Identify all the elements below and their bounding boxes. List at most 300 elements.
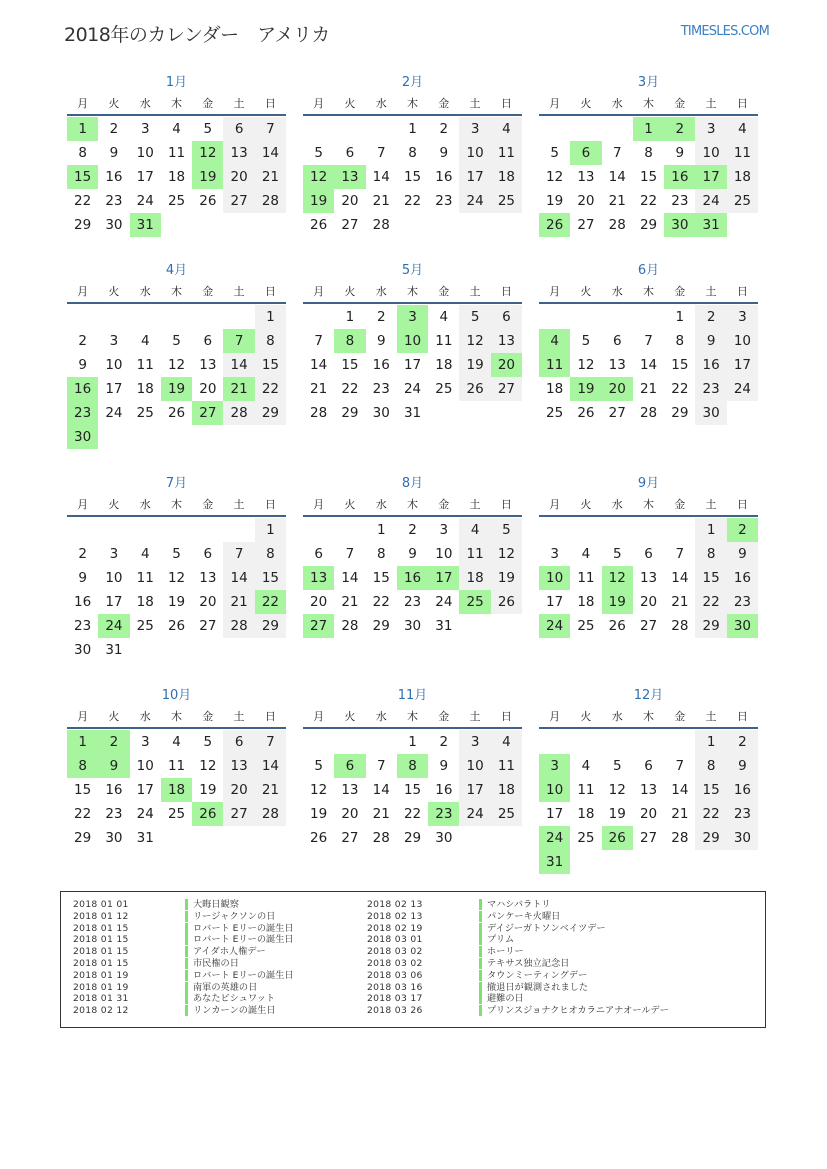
day-cell: 26 bbox=[491, 590, 522, 614]
day-cell: 12 bbox=[310, 782, 328, 798]
day-cell: 13 bbox=[223, 754, 254, 778]
legend-marker bbox=[479, 993, 482, 1004]
legend-date: 2018 01 12 bbox=[73, 910, 129, 922]
day-cell: 23 bbox=[671, 193, 689, 209]
weekday-label: 水 bbox=[611, 285, 623, 298]
day-cell: 31 bbox=[136, 830, 154, 846]
holiday-day-cell: 18 bbox=[161, 778, 192, 802]
day-cell: 16 bbox=[372, 357, 390, 373]
legend-marker bbox=[185, 934, 188, 945]
day-cell: 1 bbox=[408, 734, 417, 750]
day-cell: 29 bbox=[255, 401, 286, 425]
holiday-day-cell: 1 bbox=[67, 730, 98, 754]
day-cell: 22 bbox=[341, 381, 359, 397]
day-cell: 21 bbox=[639, 381, 658, 397]
weekday-header bbox=[67, 282, 286, 304]
legend-marker bbox=[185, 911, 188, 922]
holiday-day-cell: 22 bbox=[255, 590, 286, 614]
weekday-header bbox=[539, 94, 758, 116]
legend-marker bbox=[479, 911, 482, 922]
day-cell: 1 bbox=[345, 309, 355, 325]
weekday-label: 火 bbox=[108, 97, 120, 110]
day-cell: 8 bbox=[695, 542, 726, 566]
weekday-label: 土 bbox=[469, 97, 481, 110]
empty-cell bbox=[664, 518, 695, 542]
legend-date: 2018 03 06 bbox=[367, 969, 423, 981]
weekday-label: 火 bbox=[344, 97, 356, 110]
day-cell: 15 bbox=[74, 782, 92, 798]
day-cell: 31 bbox=[403, 405, 422, 421]
day-cell: 18 bbox=[491, 165, 522, 189]
day-cell: 3 bbox=[140, 734, 150, 750]
holiday-day-cell: 1 bbox=[633, 117, 664, 141]
day-cell: 29 bbox=[403, 830, 422, 846]
day-cell: 4 bbox=[581, 758, 591, 774]
day-cell: 28 bbox=[223, 401, 254, 425]
month-10 bbox=[67, 685, 286, 850]
month-1 bbox=[67, 72, 286, 237]
day-cell: 16 bbox=[695, 353, 726, 377]
legend-date: 2018 03 02 bbox=[367, 946, 423, 958]
day-cell: 3 bbox=[109, 546, 119, 562]
day-cell: 8 bbox=[376, 546, 386, 562]
day-cell: 25 bbox=[167, 193, 186, 209]
holiday-day-cell: 17 bbox=[428, 566, 459, 590]
weekday-label: 火 bbox=[344, 710, 356, 723]
weekday-label: 土 bbox=[469, 710, 481, 723]
day-grid bbox=[67, 730, 286, 850]
day-cell: 15 bbox=[255, 353, 286, 377]
legend-date: 2018 02 13 bbox=[367, 910, 423, 922]
day-cell: 4 bbox=[491, 117, 522, 141]
day-cell: 24 bbox=[136, 806, 154, 822]
day-grid bbox=[67, 518, 286, 662]
day-cell: 17 bbox=[136, 782, 154, 798]
day-cell: 1 bbox=[376, 522, 386, 538]
day-cell: 5 bbox=[612, 546, 622, 562]
day-cell: 14 bbox=[639, 357, 658, 373]
day-cell: 4 bbox=[140, 333, 150, 349]
day-grid bbox=[303, 730, 522, 850]
holiday-day-cell: 16 bbox=[67, 377, 98, 401]
weekday-header bbox=[67, 495, 286, 517]
day-cell: 22 bbox=[695, 802, 726, 826]
day-cell: 14 bbox=[341, 570, 359, 586]
day-cell: 28 bbox=[372, 217, 390, 233]
holiday-day-cell: 31 bbox=[539, 850, 570, 874]
weekday-label: 木 bbox=[406, 710, 418, 723]
day-cell: 18 bbox=[459, 566, 490, 590]
weekday-label: 水 bbox=[375, 710, 387, 723]
weekday-label: 土 bbox=[233, 97, 245, 110]
day-cell: 18 bbox=[577, 594, 595, 610]
weekday-label: 土 bbox=[705, 710, 717, 723]
day-cell: 5 bbox=[314, 145, 323, 161]
day-cell: 5 bbox=[172, 333, 181, 349]
day-cell: 30 bbox=[372, 405, 390, 421]
month-name: 6月 bbox=[637, 263, 660, 278]
day-grid bbox=[303, 518, 522, 638]
empty-cell bbox=[366, 730, 397, 754]
holiday-day-cell: 16 bbox=[397, 566, 428, 590]
empty-cell bbox=[303, 730, 334, 754]
holiday-day-cell: 8 bbox=[334, 329, 365, 353]
holiday-legend bbox=[60, 891, 766, 1028]
day-cell: 29 bbox=[695, 826, 726, 850]
weekday-label: 月 bbox=[77, 97, 89, 110]
day-cell: 17 bbox=[105, 381, 123, 397]
day-cell: 3 bbox=[439, 522, 449, 538]
weekday-label: 水 bbox=[139, 710, 151, 723]
day-cell: 29 bbox=[255, 614, 286, 638]
day-cell: 5 bbox=[550, 145, 559, 161]
month-5 bbox=[303, 260, 522, 425]
day-cell: 22 bbox=[372, 594, 390, 610]
day-cell: 27 bbox=[341, 217, 359, 233]
day-cell: 18 bbox=[727, 165, 758, 189]
day-cell: 15 bbox=[695, 566, 726, 590]
legend-date: 2018 03 26 bbox=[367, 1005, 423, 1017]
day-cell: 17 bbox=[136, 169, 154, 185]
weekday-label: 月 bbox=[313, 285, 325, 298]
day-cell: 14 bbox=[223, 566, 254, 590]
legend-date: 2018 01 01 bbox=[73, 899, 129, 910]
day-cell: 14 bbox=[671, 782, 689, 798]
day-cell: 13 bbox=[199, 357, 217, 373]
day-cell: 21 bbox=[372, 806, 390, 822]
day-cell: 17 bbox=[546, 806, 564, 822]
holiday-day-cell: 19 bbox=[602, 590, 633, 614]
day-cell: 12 bbox=[167, 357, 186, 373]
day-cell: 20 bbox=[199, 381, 217, 397]
weekday-label: 日 bbox=[264, 498, 276, 511]
day-cell: 4 bbox=[439, 309, 449, 325]
month-7 bbox=[67, 473, 286, 662]
empty-cell bbox=[539, 730, 570, 754]
weekday-label: 金 bbox=[202, 710, 214, 723]
day-cell: 11 bbox=[167, 145, 186, 161]
site-logo-text[interactable]: TIMESLES.COM bbox=[680, 24, 769, 39]
holiday-day-cell: 13 bbox=[334, 165, 365, 189]
holiday-day-cell: 3 bbox=[397, 305, 428, 329]
day-cell: 12 bbox=[459, 329, 490, 353]
legend-holiday-name: 撤退日が観測されました bbox=[487, 981, 589, 993]
day-cell: 27 bbox=[639, 618, 658, 634]
day-cell: 14 bbox=[255, 754, 286, 778]
day-cell: 15 bbox=[695, 778, 726, 802]
month-12 bbox=[539, 685, 758, 874]
day-cell: 12 bbox=[167, 570, 186, 586]
day-cell: 25 bbox=[136, 405, 154, 421]
weekday-label: 火 bbox=[580, 97, 592, 110]
weekday-label: 木 bbox=[170, 285, 182, 298]
legend-column-1 bbox=[73, 899, 294, 1017]
day-cell: 2 bbox=[109, 121, 119, 137]
day-cell: 30 bbox=[695, 401, 726, 425]
weekday-header bbox=[303, 495, 522, 517]
weekday-label: 金 bbox=[438, 285, 450, 298]
legend-marker bbox=[479, 1005, 482, 1016]
weekday-label: 水 bbox=[611, 710, 623, 723]
day-cell: 9 bbox=[78, 570, 87, 586]
day-cell: 19 bbox=[491, 566, 522, 590]
day-cell: 24 bbox=[695, 189, 726, 213]
holiday-day-cell: 1 bbox=[67, 117, 98, 141]
day-cell: 25 bbox=[577, 618, 595, 634]
empty-cell bbox=[161, 518, 192, 542]
day-cell: 13 bbox=[577, 169, 595, 185]
day-cell: 28 bbox=[255, 189, 286, 213]
day-cell: 22 bbox=[671, 381, 689, 397]
day-cell: 6 bbox=[644, 546, 653, 562]
day-cell: 10 bbox=[105, 357, 123, 373]
holiday-day-cell: 24 bbox=[539, 614, 570, 638]
holiday-day-cell: 8 bbox=[397, 754, 428, 778]
legend-row bbox=[367, 934, 669, 946]
day-cell: 22 bbox=[74, 193, 92, 209]
day-cell: 27 bbox=[223, 802, 254, 826]
day-cell: 8 bbox=[255, 329, 286, 353]
weekday-label: 金 bbox=[674, 285, 686, 298]
weekday-label: 日 bbox=[736, 498, 748, 511]
day-cell: 6 bbox=[612, 333, 622, 349]
empty-cell bbox=[67, 305, 98, 329]
weekday-label: 水 bbox=[139, 498, 151, 511]
holiday-day-cell: 19 bbox=[192, 165, 223, 189]
month-3 bbox=[539, 72, 758, 237]
empty-cell bbox=[98, 518, 129, 542]
holiday-day-cell: 30 bbox=[727, 614, 758, 638]
day-cell: 10 bbox=[105, 570, 123, 586]
day-cell: 25 bbox=[491, 189, 522, 213]
weekday-header bbox=[539, 282, 758, 304]
day-cell: 9 bbox=[376, 333, 386, 349]
day-cell: 14 bbox=[608, 169, 626, 185]
legend-row bbox=[73, 923, 294, 935]
empty-cell bbox=[303, 305, 334, 329]
day-grid bbox=[303, 117, 522, 237]
weekday-label: 月 bbox=[549, 710, 561, 723]
day-cell: 5 bbox=[612, 758, 622, 774]
day-cell: 9 bbox=[695, 329, 726, 353]
legend-marker bbox=[185, 946, 188, 957]
weekday-label: 月 bbox=[77, 285, 89, 298]
empty-cell bbox=[633, 730, 664, 754]
day-cell: 24 bbox=[105, 405, 123, 421]
holiday-day-cell: 21 bbox=[223, 377, 254, 401]
day-cell: 10 bbox=[136, 145, 154, 161]
empty-cell bbox=[633, 305, 664, 329]
holiday-day-cell: 19 bbox=[570, 377, 601, 401]
holiday-day-cell: 9 bbox=[98, 754, 129, 778]
legend-marker bbox=[479, 899, 482, 910]
empty-cell bbox=[67, 518, 98, 542]
day-cell: 25 bbox=[136, 618, 154, 634]
holiday-day-cell: 15 bbox=[67, 165, 98, 189]
month-6 bbox=[539, 260, 758, 425]
holiday-day-cell: 13 bbox=[303, 566, 334, 590]
legend-marker bbox=[479, 982, 482, 993]
empty-cell bbox=[570, 117, 601, 141]
day-cell: 24 bbox=[727, 377, 758, 401]
legend-row bbox=[73, 946, 294, 958]
holiday-day-cell: 12 bbox=[192, 141, 223, 165]
day-cell: 10 bbox=[727, 329, 758, 353]
day-cell: 17 bbox=[727, 353, 758, 377]
day-cell: 3 bbox=[695, 117, 726, 141]
legend-date: 2018 01 19 bbox=[73, 969, 129, 981]
weekday-label: 金 bbox=[202, 285, 214, 298]
page-title: 2018年のカレンダー アメリカ bbox=[64, 24, 330, 46]
legend-holiday-name: ロバート Eリーの誕生日 bbox=[193, 934, 294, 946]
day-cell: 13 bbox=[639, 570, 658, 586]
weekday-label: 月 bbox=[549, 285, 561, 298]
day-cell: 23 bbox=[695, 377, 726, 401]
weekday-label: 金 bbox=[438, 498, 450, 511]
legend-marker bbox=[479, 970, 482, 981]
day-cell: 20 bbox=[341, 806, 359, 822]
legend-row bbox=[367, 1005, 669, 1017]
legend-row bbox=[367, 946, 669, 958]
weekday-label: 水 bbox=[139, 285, 151, 298]
month-name: 10月 bbox=[161, 688, 192, 703]
day-cell: 8 bbox=[644, 145, 653, 161]
day-cell: 27 bbox=[199, 618, 217, 634]
day-grid bbox=[67, 117, 286, 237]
legend-holiday-name: デイジーガトソンベイツデー bbox=[487, 922, 606, 934]
weekday-label: 日 bbox=[264, 710, 276, 723]
weekday-label: 金 bbox=[674, 498, 686, 511]
empty-cell bbox=[570, 305, 601, 329]
day-cell: 23 bbox=[74, 618, 92, 634]
day-cell: 26 bbox=[310, 830, 328, 846]
day-grid bbox=[539, 305, 758, 425]
day-cell: 26 bbox=[167, 405, 186, 421]
weekday-label: 土 bbox=[469, 285, 481, 298]
legend-marker bbox=[185, 958, 188, 969]
legend-date: 2018 01 15 bbox=[73, 922, 129, 934]
day-cell: 21 bbox=[671, 806, 689, 822]
holiday-day-cell: 31 bbox=[695, 213, 726, 237]
legend-date: 2018 01 15 bbox=[73, 946, 129, 958]
day-cell: 13 bbox=[341, 782, 359, 798]
holiday-day-cell: 23 bbox=[67, 401, 98, 425]
day-cell: 20 bbox=[577, 193, 595, 209]
day-cell: 20 bbox=[341, 193, 359, 209]
legend-row bbox=[73, 982, 294, 994]
day-cell: 20 bbox=[223, 778, 254, 802]
month-name: 11月 bbox=[397, 688, 428, 703]
weekday-label: 金 bbox=[438, 97, 450, 110]
legend-date: 2018 02 13 bbox=[367, 899, 423, 910]
day-cell: 30 bbox=[105, 830, 123, 846]
day-cell: 10 bbox=[136, 758, 154, 774]
holiday-day-cell: 10 bbox=[397, 329, 428, 353]
day-cell: 9 bbox=[439, 758, 449, 774]
holiday-day-cell: 16 bbox=[664, 165, 695, 189]
weekday-label: 土 bbox=[705, 498, 717, 511]
day-cell: 6 bbox=[314, 546, 323, 562]
day-cell: 18 bbox=[435, 357, 453, 373]
day-cell: 7 bbox=[376, 758, 386, 774]
day-cell: 24 bbox=[459, 189, 490, 213]
weekday-label: 木 bbox=[642, 498, 654, 511]
day-cell: 26 bbox=[167, 618, 186, 634]
day-cell: 13 bbox=[199, 570, 217, 586]
day-cell: 17 bbox=[459, 165, 490, 189]
legend-marker bbox=[185, 1005, 188, 1016]
weekday-label: 日 bbox=[736, 97, 748, 110]
weekday-header bbox=[67, 707, 286, 729]
day-cell: 22 bbox=[403, 806, 422, 822]
day-cell: 14 bbox=[255, 141, 286, 165]
day-cell: 28 bbox=[671, 618, 689, 634]
holiday-day-cell: 26 bbox=[602, 826, 633, 850]
month-2 bbox=[303, 72, 522, 237]
holiday-day-cell: 6 bbox=[570, 141, 601, 165]
month-11 bbox=[303, 685, 522, 850]
day-cell: 17 bbox=[105, 594, 123, 610]
day-cell: 6 bbox=[644, 758, 653, 774]
day-cell: 26 bbox=[199, 193, 217, 209]
weekday-label: 日 bbox=[500, 710, 512, 723]
day-cell: 26 bbox=[577, 405, 595, 421]
weekday-label: 金 bbox=[674, 710, 686, 723]
holiday-day-cell: 19 bbox=[161, 377, 192, 401]
day-grid bbox=[67, 305, 286, 449]
legend-row bbox=[367, 899, 669, 911]
holiday-day-cell: 24 bbox=[539, 826, 570, 850]
day-cell: 28 bbox=[372, 830, 390, 846]
day-cell: 10 bbox=[459, 141, 490, 165]
weekday-label: 土 bbox=[705, 285, 717, 298]
weekday-label: 木 bbox=[170, 710, 182, 723]
day-cell: 5 bbox=[314, 758, 323, 774]
day-cell: 10 bbox=[435, 546, 453, 562]
day-cell: 14 bbox=[372, 782, 390, 798]
holiday-day-cell: 24 bbox=[98, 614, 129, 638]
weekday-header bbox=[303, 707, 522, 729]
empty-cell bbox=[130, 518, 161, 542]
day-cell: 30 bbox=[403, 618, 422, 634]
weekday-label: 金 bbox=[438, 710, 450, 723]
weekday-label: 火 bbox=[580, 285, 592, 298]
day-cell: 2 bbox=[376, 309, 386, 325]
day-cell: 5 bbox=[581, 333, 591, 349]
holiday-day-cell: 27 bbox=[303, 614, 334, 638]
legend-date: 2018 03 01 bbox=[367, 934, 423, 946]
day-cell: 23 bbox=[727, 802, 758, 826]
day-cell: 2 bbox=[78, 333, 87, 349]
legend-holiday-name: リージャクソンの日 bbox=[193, 910, 276, 922]
weekday-label: 月 bbox=[313, 97, 325, 110]
day-cell: 4 bbox=[172, 121, 181, 137]
weekday-label: 火 bbox=[344, 285, 356, 298]
month-name: 9月 bbox=[637, 476, 660, 491]
holiday-day-cell: 23 bbox=[428, 802, 459, 826]
day-cell: 24 bbox=[403, 381, 422, 397]
day-cell: 26 bbox=[608, 618, 626, 634]
day-cell: 9 bbox=[727, 754, 758, 778]
day-cell: 16 bbox=[105, 169, 123, 185]
day-cell: 3 bbox=[550, 546, 559, 562]
day-cell: 7 bbox=[675, 758, 685, 774]
day-cell: 4 bbox=[140, 546, 150, 562]
day-cell: 12 bbox=[199, 758, 217, 774]
day-cell: 22 bbox=[639, 193, 658, 209]
legend-row bbox=[73, 911, 294, 923]
day-cell: 19 bbox=[167, 594, 186, 610]
